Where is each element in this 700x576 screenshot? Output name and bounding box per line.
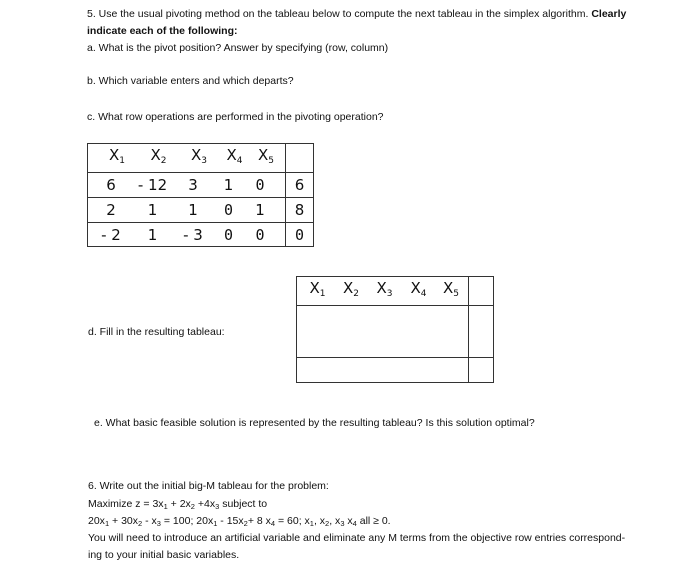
r2c4: 0	[223, 201, 234, 219]
r2c1: 2	[106, 201, 116, 219]
r1c4: 1	[223, 176, 234, 194]
row3-cells	[88, 223, 286, 247]
row1-cells	[88, 173, 286, 198]
result-header-x1: $X_1$	[309, 279, 326, 299]
r3c1: - 2	[101, 225, 121, 244]
result-header-rhs	[469, 277, 494, 306]
result-header-vars	[297, 277, 469, 306]
q5-part-e: e. What basic feasible solution is represented by the resulting tableau? Is this solution optimal?	[94, 417, 535, 429]
header-x4: $X_4$	[226, 146, 243, 166]
tableau-header-row	[88, 144, 314, 173]
q5-intro-text: 5. Use the usual pivoting method on the tableau below to compute the next tableau in the simplex algorithm.	[87, 8, 589, 20]
tableau-header-vars	[88, 144, 286, 173]
tableau-row-1	[88, 173, 314, 198]
r2-rhs: 8	[286, 198, 314, 223]
q5-intro-bold: Clearly	[591, 8, 627, 20]
r3c5: 0	[255, 225, 265, 244]
header-x3: $X_3$	[190, 146, 207, 166]
result-body-cells[interactable]	[297, 306, 469, 358]
r1c3: 3	[188, 176, 198, 194]
result-body-rhs[interactable]	[469, 306, 494, 358]
result-header-x5: $X_5$	[442, 279, 459, 299]
r1c5: 0	[255, 176, 265, 194]
r2c5: 1	[255, 201, 265, 219]
result-tableau	[296, 276, 494, 383]
result-objective-cells[interactable]	[297, 358, 469, 383]
tableau-row-3	[88, 223, 314, 247]
row2-cells	[88, 198, 286, 223]
q6-constraints: 20x1 + 30x2 - x3 = 100; 20x1 - 15x2+ 8 x4 = 60; x1, x2, x3 x4 all ≥ 0.	[88, 515, 391, 528]
r2c2: 1	[147, 201, 158, 219]
q6-line-1: 6. Write out the initial big-M tableau for the problem:	[88, 480, 329, 492]
result-header-x3: $X_3$	[376, 279, 393, 299]
result-header-x2: $X_2$	[342, 279, 359, 299]
result-body-row	[297, 306, 494, 358]
header-rhs	[286, 144, 314, 173]
tableau-row-2	[88, 198, 314, 223]
r3c4: 0	[223, 225, 234, 244]
r3c3: - 3	[183, 225, 203, 244]
q5-intro-line2: indicate each of the following:	[87, 25, 238, 37]
r2c3: 1	[188, 201, 198, 219]
q6-line-5: ing to your initial basic variables.	[88, 549, 240, 561]
r1c1: 6	[106, 176, 116, 194]
r1-rhs: 6	[286, 173, 314, 198]
result-header-x4: $X_4$	[410, 279, 427, 299]
given-tableau	[87, 143, 314, 247]
q6-line-4: You will need to introduce an artificial variable and eliminate any M terms from the objective row entries correspond-	[88, 532, 626, 544]
header-x1: $X_1$	[108, 146, 125, 166]
result-objective-rhs[interactable]	[469, 358, 494, 383]
r3-rhs: 0	[286, 223, 314, 247]
result-objective-row	[297, 358, 494, 383]
q5-part-b: b. Which variable enters and which departs?	[87, 75, 294, 87]
q6-objective: Maximize z = 3x1 + 2x2 +4x3 subject to	[88, 498, 268, 511]
q5-intro	[87, 7, 626, 21]
header-x2: $X_2$	[150, 146, 167, 166]
result-header-row	[297, 277, 494, 306]
q5-part-a: a. What is the pivot position? Answer by specifying (row, column)	[87, 42, 389, 54]
header-x5: $X_5$	[257, 146, 274, 166]
r1c2: - 12	[137, 176, 168, 194]
q5-part-d: d. Fill in the resulting tableau:	[88, 326, 225, 338]
q5-part-c: c. What row operations are performed in the pivoting operation?	[87, 111, 384, 123]
r3c2: 1	[147, 225, 158, 244]
